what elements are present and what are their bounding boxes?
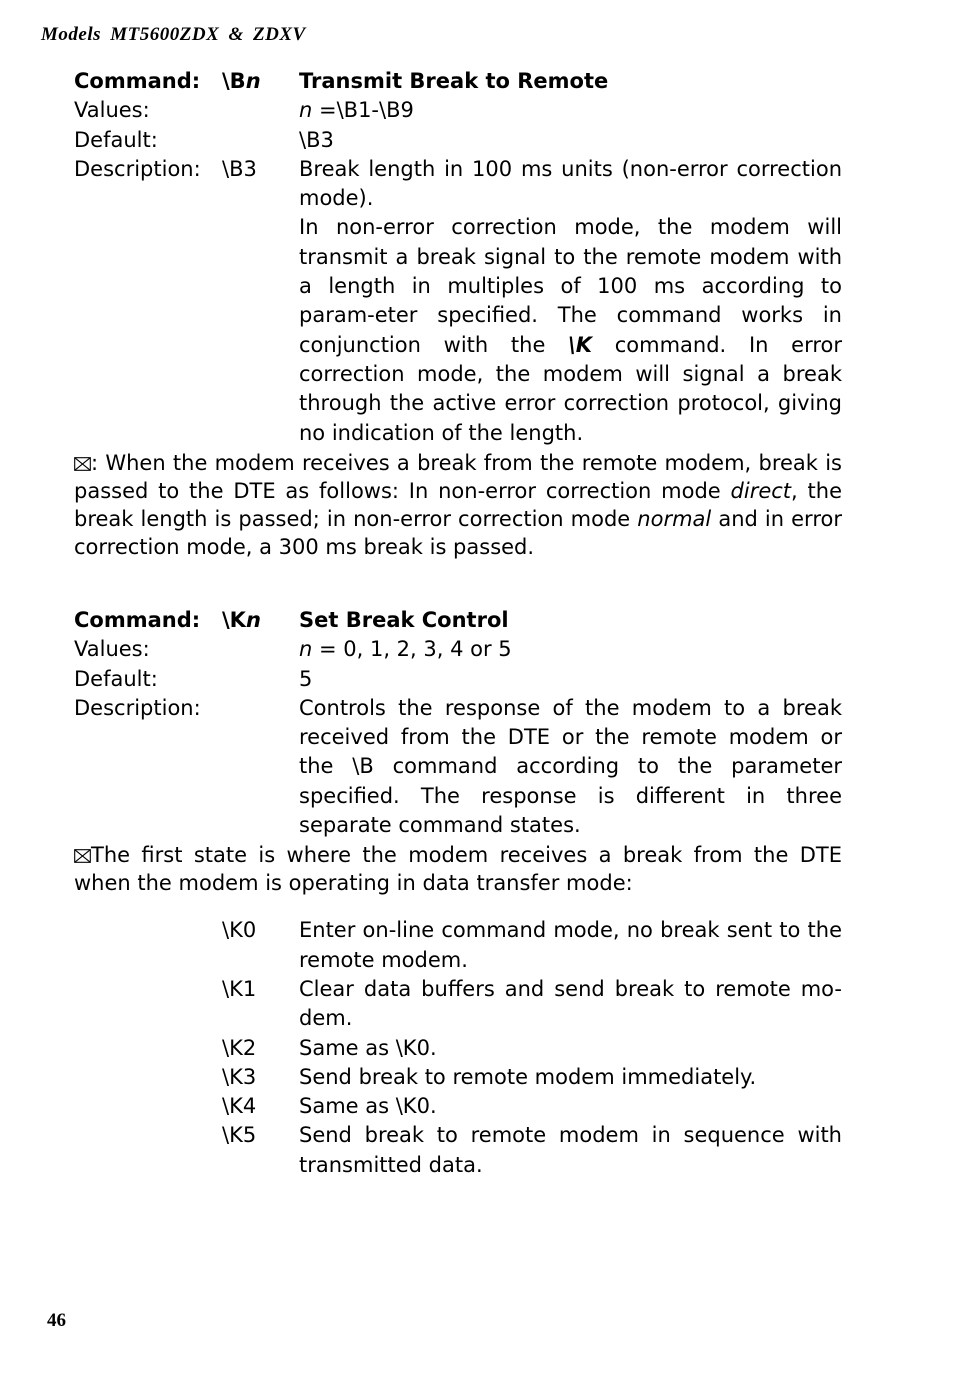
command-label: Command: [74,69,201,93]
values-param: n [299,637,313,662]
page-number: 46 [47,1310,66,1331]
command-param: n [245,608,261,632]
description-row [74,155,842,448]
default-value: \B3 [299,127,334,152]
description-text: In non-error correction mode, the modem will transmit a break signal to the remote modem with a length in multiples of 100 ms according to param-eter specified. The command works in conjunction with the [299,215,842,357]
default-label: Default: [74,127,158,152]
note-paragraph [74,841,842,897]
default-row [74,126,842,155]
inline-command: \K [568,332,593,357]
values-label: Values: [74,98,150,123]
note-text: : When the modem receives a break from the remote modem, break is passed to the DTE as follows: In non-error correction mode [74,450,842,503]
note-text: , the break length is passed; in non-error correction mode [74,478,842,531]
description-label: Description: [74,156,201,181]
option-text: Same as \K0. [299,1094,437,1119]
values-row [74,96,842,125]
values-value [299,635,842,664]
command-label: Command: [74,608,201,632]
option-code: \K0 [222,918,257,943]
note-text: and in error correction mode, a 300 ms break is passed. [74,506,842,559]
command-param: n [245,69,261,93]
description-paragraph-2 [299,213,842,447]
command-row [74,67,842,96]
option-text: Enter on-line command mode, no break sent to the remote modem. [299,918,842,972]
option-text: Same as \K0. [299,1035,437,1060]
note-paragraph [74,449,842,561]
command-code [222,67,261,96]
option-code: \K5 [222,1123,257,1148]
values-row [74,635,842,664]
values-value [299,96,842,125]
values-param: n [299,98,313,123]
option-item [74,916,842,975]
command-title: Set Break Control [299,608,509,632]
description-paragraph: Controls the response of the modem to a break received from the DTE or the remote modem or the \B command according to the parameter specified. The response is different in three separate command states. [299,695,842,838]
option-text: Send break to remote modem in sequence with transmitted data. [299,1123,842,1177]
option-item [74,1063,842,1092]
envelope-note-icon [74,849,91,863]
option-text: Clear data buffers and send break to remote mo-dem. [299,976,842,1031]
values-text: =\B1-\B9 [312,98,414,123]
option-code: \K3 [222,1064,257,1089]
option-item [74,975,842,1034]
description-paragraph-1: Break length in 100 ms units (non-error correction mode). [299,156,842,211]
values-text: = 0, 1, 2, 3, 4 or 5 [312,637,512,662]
option-item [74,1121,842,1180]
description-label: Description: [74,695,201,720]
note-emphasis: normal [637,506,712,531]
command-code-text: \B [222,69,246,93]
description-code: \B3 [222,156,257,181]
command-row [74,606,842,635]
command-section-bn [74,67,842,561]
values-label: Values: [74,637,150,662]
note-emphasis: direct [730,478,792,503]
option-code: \K4 [222,1094,257,1119]
default-label: Default: [74,666,158,691]
command-title: Transmit Break to Remote [299,69,609,93]
description-text: command. In error correction mode, the modem will signal a break through the active error correction protocol, giving no indication of the length. [299,332,842,445]
command-section-kn [74,606,842,1180]
note-text: The first state is where the modem receives a break from the DTE when the modem is operating in data transfer mode: [74,843,842,896]
option-text: Send break to remote modem immediately. [299,1064,757,1089]
option-code: \K2 [222,1035,257,1060]
envelope-note-icon [74,457,91,471]
option-list [74,916,842,1180]
page-header: Models MT5600ZDX & ZDXV [41,24,306,45]
default-value: 5 [299,666,313,691]
command-code [222,606,261,635]
description-row [74,694,842,840]
default-row [74,665,842,694]
option-item [74,1034,842,1063]
option-item [74,1092,842,1121]
command-code-text: \K [222,608,246,632]
option-code: \K1 [222,976,257,1001]
